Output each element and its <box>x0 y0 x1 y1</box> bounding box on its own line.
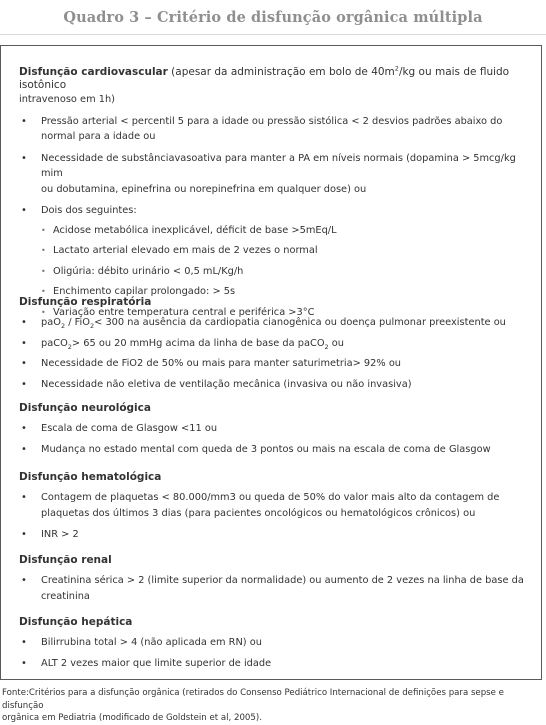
bullet-icon: • <box>41 307 46 317</box>
list-item: • paO$_2$ / FiO$_2$< 300 na ausência da cardiopatia cianogênica ou doença pulmonar preexistente ou <box>21 317 506 330</box>
criteria-box <box>0 45 542 680</box>
bullet-icon: • <box>21 443 27 455</box>
hepat-title: Disfunção hepática <box>19 616 133 628</box>
section-hepatic <box>19 616 529 671</box>
page-header <box>0 0 546 35</box>
list-item: • INR > 2 <box>19 527 529 543</box>
renal-title: Disfunção renal <box>19 554 112 566</box>
list-item: • Pressão arterial < percentil 5 para a idade ou pressão sistólica < 2 desvios padrões abaixo do normal para a idade ou <box>21 115 503 142</box>
resp-title: Disfunção respiratória <box>19 296 152 308</box>
bullet-icon: • <box>21 575 27 586</box>
bullet-icon: • <box>21 317 27 328</box>
bullet-icon: • <box>41 266 46 276</box>
bullet-icon: • <box>41 287 46 296</box>
list-item: • ALT 2 vezes maior que limite superior de idade <box>19 656 529 672</box>
list-item: • Necessidade não eletiva de ventilação mecânica (invasiva ou não invasiva) <box>19 377 529 393</box>
list-item: • Escala de coma de Glasgow <11 ou <box>19 421 529 437</box>
list-item: • paCO$_2$> 65 ou 20 mmHg acima da linha de base da paCO$_2$ ou <box>21 337 345 351</box>
bullet-icon: • <box>21 152 27 164</box>
hemato-title: Disfunção hematológica <box>19 471 162 483</box>
section-respiratory <box>19 296 529 392</box>
sub-list-item: • Variação entre temperatura central e periférica >3°C <box>19 305 529 321</box>
bullet-icon: • <box>21 657 27 669</box>
list-item: • Creatinina sérica > 2 (limite superior da normalidade) ou aumento de 2 vezes na linha de base da creatinina <box>21 575 524 602</box>
bullet-icon: • <box>41 225 46 235</box>
bullet-icon: • <box>21 115 27 127</box>
neuro-title: Disfunção neurológica <box>19 402 151 414</box>
list-item: • Mudança no estado mental com queda de 3 pontos ou mais na escala de coma de Glasgow <box>19 442 529 458</box>
cardio-note: (apesar da administração em bolo de $40m^2/kg$ ou mais de fluido isotônico <box>19 64 510 91</box>
list-item: • Bilirrubina total > 4 (não aplicada em RN) ou <box>19 635 529 651</box>
bullet-icon: • <box>21 423 27 434</box>
sub-list-item: • Acidose metabólica inexplicável, déficit de base >5mEq/L <box>19 223 529 239</box>
list-item: • Contagem de plaquetas < 80.000/mm3 ou queda de 50% do valor mais alto da contagem de plaquetas dos últimos 3 dias (para pacientes oncológicos ou hematológicos crônicos) ou <box>21 492 500 519</box>
section-cardiovascular <box>19 66 529 320</box>
section-renal <box>19 554 529 604</box>
bullet-icon: • <box>21 492 27 503</box>
bullet-icon: • <box>21 378 27 390</box>
cardio-note-line2: intravenoso em 1h) <box>19 94 115 105</box>
section-neurological <box>19 402 529 457</box>
list-item: • Necessidade de FiO2 de 50% ou mais para manter saturimetria> 92% ou <box>19 356 529 372</box>
sub-list-item: • Enchimento capilar prolongado: > 5s <box>19 284 529 300</box>
list-item: • Dois dos seguintes: <box>19 203 529 219</box>
section-hematological <box>19 471 529 543</box>
list-item: • Necessidade de substânciavasoativa para manter a PA em níveis normais (dopamina > 5mcg/kg mim ou dobutamina, epinefrina ou norepinefrina em qualquer dose) ou <box>21 152 516 195</box>
bullet-icon: • <box>41 246 46 255</box>
cardio-title: Disfunção cardiovascular <box>19 66 168 78</box>
source-footnote: Fonte:Critérios para a disfunção orgânica (retirados do Consenso Pediátrico Internacional de definições para sepse e disfunção orgânica em Pediatria (modificado de Goldstein et al, 2005). <box>2 688 504 723</box>
bullet-icon: • <box>21 529 27 540</box>
bullet-icon: • <box>21 637 27 648</box>
sub-list-item: • Oligúria: débito urinário < 0,5 mL/Kg/h <box>19 264 529 280</box>
cardio-title-line <box>19 66 529 92</box>
bullet-icon: • <box>21 337 27 349</box>
bullet-icon: • <box>21 205 27 216</box>
sub-list-item: • Lactato arterial elevado em mais de 2 vezes o normal <box>19 243 529 259</box>
bullet-icon: • <box>21 358 27 369</box>
page-title: Quadro 3 – Critério de disfunção orgânica múltipla <box>63 8 483 26</box>
